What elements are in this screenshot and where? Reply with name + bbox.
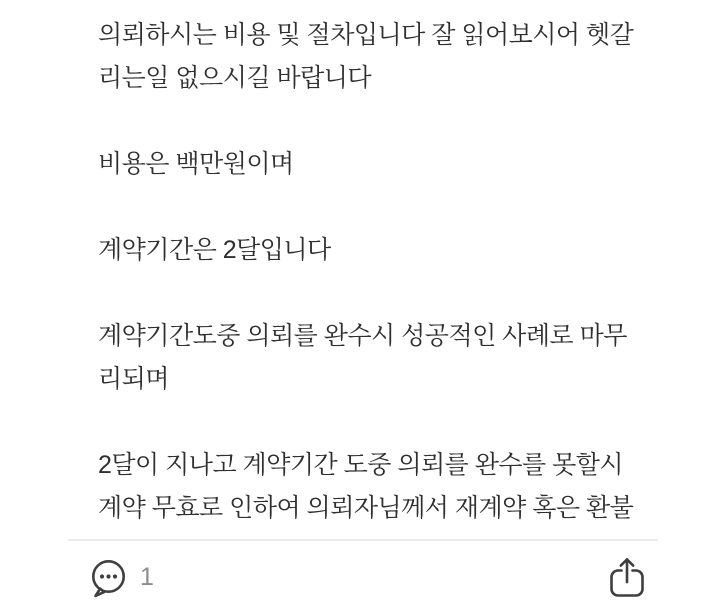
post-paragraph: [98, 14, 658, 100]
post-text-line: 비용은 백만원이며: [98, 150, 294, 178]
post-paragraph: [98, 444, 658, 530]
post-body: [98, 14, 658, 573]
action-bar-divider: [68, 539, 658, 604]
post-paragraph: [98, 315, 658, 401]
comment-button[interactable]: [88, 557, 154, 598]
post-paragraph: [98, 229, 658, 272]
post-text-line: 계약기간은 2달입니다: [98, 236, 331, 264]
comment-count: 1: [140, 562, 154, 591]
post-text-line: 의뢰하시는 비용 및 절차입니다 잘 읽어보시어 헷갈: [98, 21, 634, 49]
post-text-line: 계약기간도중 의뢰를 완수시 성공적인 사례로 마무: [98, 322, 627, 350]
post-text-line: 리는일 없으시길 바랍니다: [98, 64, 372, 92]
post-text-line: 리되며: [98, 365, 169, 393]
post-text-line: 2달이 지나고 계약기간 도중 의뢰를 완수를 못할시: [98, 451, 624, 479]
post-text-line: 계약 무효로 인하여 의뢰자님께서 재계약 혹은 환불: [98, 494, 634, 522]
share-icon: [607, 556, 647, 598]
bottom-action-bar: [0, 539, 722, 604]
share-button[interactable]: [607, 556, 647, 598]
comment-bubble-icon: [88, 557, 129, 598]
post-paragraph: [98, 143, 658, 186]
